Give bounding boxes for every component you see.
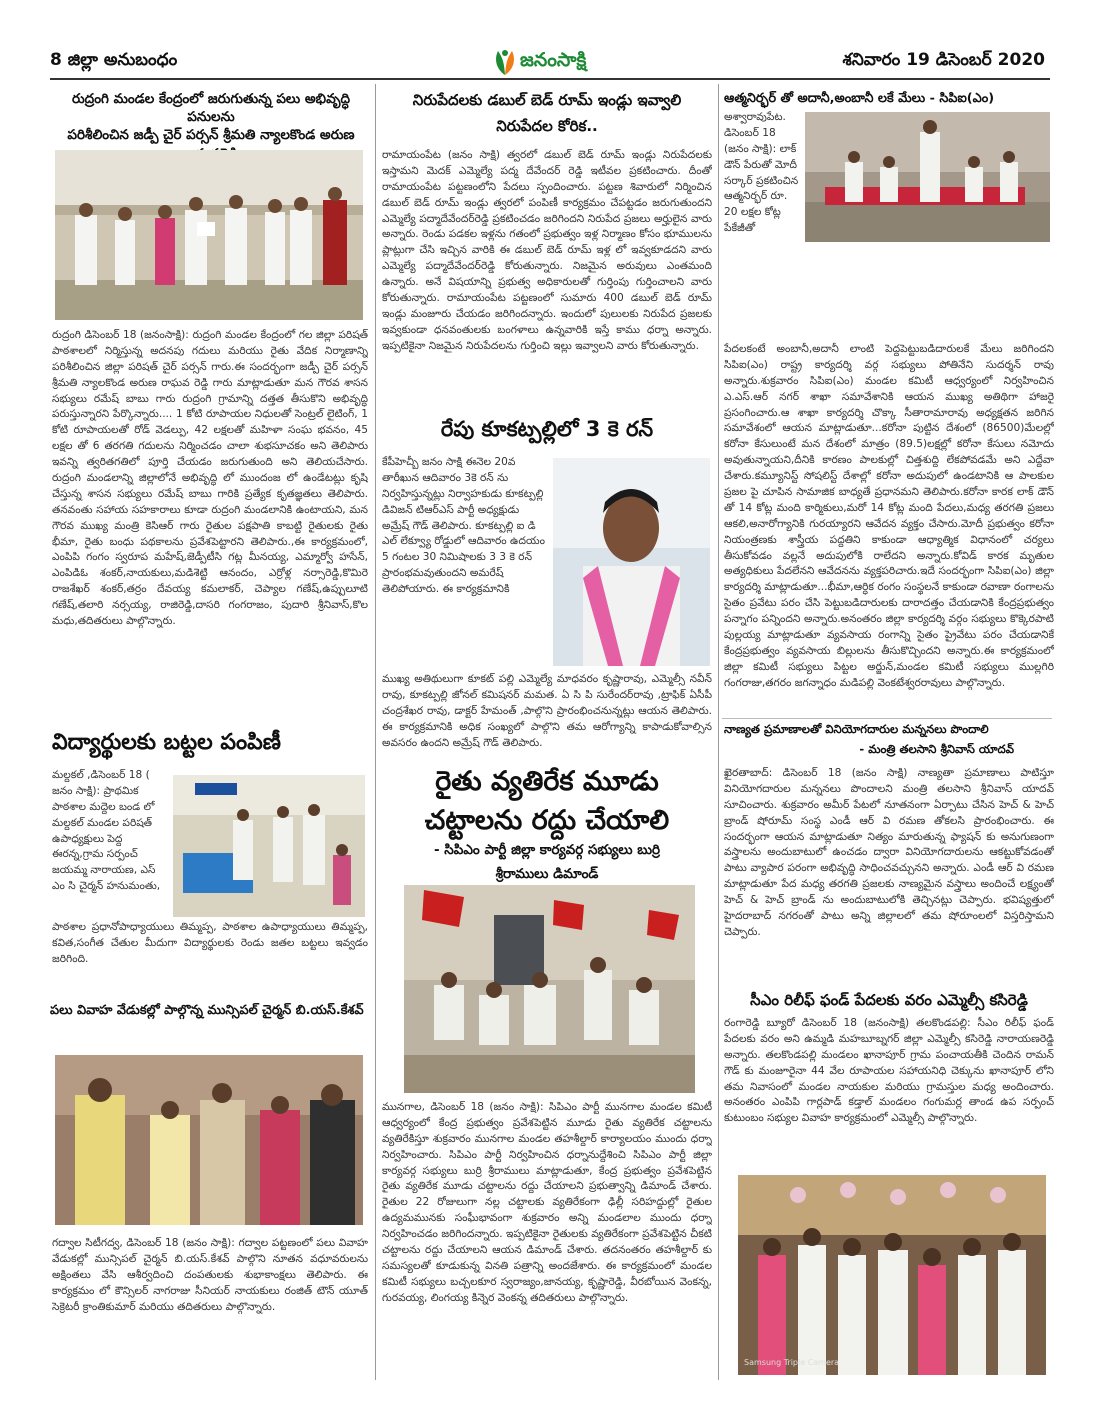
body-3k-run-narrow: కేపీహెచ్బీ జనం సాక్షి ఈనెల 20వ తారీఖున ఆదివారం 3కె రన్ ను నిర్వహిస్తున్నట్లు నిర్వాహకుడు కూకట్పల్లి డివిజన్ టిఆర్ఎస్ పార్టీ అధ్యక్షుడు అమ్రేష్ గౌడ్ తెలిపారు. కూకట్పల్లి ఐ డి ఎల్ లేక్వ్యూ రోడ్డులో ఆదివారం ఉదయం 5 గంటల 30 నిమిషాలకు 3 3 కె రన్ ప్రారంభమవుతుందని అమరేష్ తెలిపోయారు. ఈ కార్యక్రమానికి [382, 456, 545, 596]
photo-clothes-distribution [173, 775, 365, 917]
header-rule [50, 78, 1050, 80]
byline-talasani: - మంత్రి తలసాని శ్రీనివాస్ యాదవ్ [859, 742, 1014, 756]
photo-cpim-meeting [805, 112, 1050, 242]
headline-farm-laws [382, 762, 712, 840]
body-talasani: ఖైరతాబాద్: డిసెంబర్ 18 (జనం సాక్షి) నాణ్యతా ప్రమాణాలు పాటిస్తూ వినియోగదారుల మన్ననలు పొందాలని మంత్రి తలసాని శ్రీనివాస్ యాదవ్ సూచించారు. శుక్రవారం అమీర్ పేటలో నూతనంగా ఏర్పాటు చేసిన హెచ్ & హెచ్ బ్రాండ్ షోరూమ్ సంస్థ ఎండీ ఆర్ వి రమణ తోకలసి ప్రారంభించారు. ఈ సందర్భంగా ఆయన మాట్లాడుతూ నిత్యం మారుతున్న ఫ్యాషన్ కు అనుగుణంగా వస్త్రాలను అందుబాటులో ఉంచడం ద్వారా వినియోగదారులను ఆకట్టుకోవడంతో పాటు వ్యాపార పరంగా అభివృద్ధి సాధించవచ్చునని అన్నారు. ఎండీ ఆర్ వి రమణ మాట్లాడుతూ పేద మధ్య తరగతి ప్రజలకు నాణ్యమైన వస్త్రాలు అందించే లక్ష్యంతో హెచ్ & హెచ్ బ్రాండ్ ను అందుబాటులోకి తెచ్చినట్లు చెప్పారు. భవిష్యత్తులో హైదరాబాద్ నగరంతో పాటు అన్ని జిల్లాలలో తమ షోరూంలలో విస్తరిస్తామని చెప్పారు. [724, 767, 1054, 938]
page-section-label: 8 జిల్లా అనుబంధం [50, 50, 178, 70]
headline-cm-relief: సీఎం రిలీఫ్ ఫండ్ పేదలకు వరం ఎమ్మెల్సీ కసిరెడ్డి [750, 991, 1028, 1009]
headline-clothes: విద్యార్థులకు బట్టల పంపిణీ [52, 730, 281, 755]
subhead-line: - సిపిఎం పార్టీ జిల్లా కార్యవర్గ సభ్యులు బుర్రి [433, 842, 661, 858]
body-3k-run-wide: ముఖ్య అతిథులుగా కూకట్ పల్లి ఎమ్మెల్యే మాధవరం కృష్ణారావు, ఎమ్మెల్సీ నవీన్ రావు, కూకట్పల్లి జోనల్ కమిషనర్ మమత. ఏ సి పి సురేందర్‌రావు ,ట్రాఫిక్ ఏసీపీ చంద్రశేఖర రావు, డాక్టర్ హేమంత్ ,పాల్గొని ప్రారంభించనున్నట్లు ఆయన తెలిపారు. ఈ కార్యక్రమానికి అధిక సంఖ్యలో పాల్గొని తమ ఆరోగ్యాన్ని కాపాడుకోవాల్సిన అవసరం ఉందని అమ్రేష్ గౌడ్ తెలిపారు. [382, 673, 712, 749]
body-clothes-wide: పాఠశాల ప్రధానోపాధ్యాయులు తిమ్మప్ప, పాఠశాల ఉపాధ్యాయులు తిమ్మప్ప, కవిత,సంగీత చేతుల మీదుగా విద్యార్థులకు రెండు జతల బట్టలు ఇవ్వడం జరిగింది. [52, 921, 368, 965]
photo-wedding-group [738, 1175, 1046, 1375]
headline-line: నిరుపేదలకు డబుల్ బెడ్ రూమ్ ఇండ్లు ఇవ్వాలి [412, 91, 682, 109]
body-wedding: గద్వాల సిటీగద్వ, డిసెంబర్ 18 (జనం సాక్షి): గద్వాల పట్టణంలో పలు వివాహ వేడుకల్లో మున్సిపల్ చైర్మన్ బి.యస్.కేశవ్ పాల్గొని నూతన వధూవరులను అక్షింతలు వేసి ఆశీర్వదించి దంపతులకు శుభాకాంక్షలు తెలిపారు. ఈ కార్యక్రమం లో కౌన్సిలర్ నాగరాజు సీనియర్ నాయకులు రంజిత్ టౌన్ యూత్ సెక్రెటరీ క్రాంతికుమార్ మరియు తదితరులు పాల్గొన్నారు. [52, 1237, 368, 1313]
subhead-farm-laws [382, 838, 712, 887]
headline-line: రుద్రంగి మండల కేంద్రంలో జరుగుతున్న పలు అభివృద్ధి పనులను [72, 91, 350, 126]
body-double-bed: రామాయంపేట (జనం సాక్షి) త్వరలో డబుల్ బెడ్ రూమ్ ఇండ్లు నిరుపేదలకు ఇస్తామని మెదక్ ఎమ్మెల్యే పద్మ దేవేందర్ రెడ్డి ఇటీవల ప్రకటించారు. దీంతో రామాయంపేట పట్టణంలోని పేదలు స్పందించారు. పట్టణ శివారులో నిర్మించిన డబుల్ బెడ్ రూమ్ ఇండ్లు త్వరలో పంపిణీ కార్యక్రమం చేపట్టడం జరుగుతుందని ఎమ్మెల్యే పద్మాదేవేందర్‌రెడ్డి ప్రకటించడం జరిగిందని నిరుపేద ప్రజలు అర్హులైన వారు అన్నారు. రెండు పడకల ఇళ్లను గతంలో ప్రభుత్వం ఇళ్ల నిర్మాణం కోసం భూములను ప్లాట్లుగా చేసి ఇచ్చిన వారికి ఈ డబుల్ బెడ్ రూమ్ ఇళ్ల లో ఇవ్వకూడదని వారు ఎమ్మెల్యే పద్మాదేవేందర్‌రెడ్డి కోరుతున్నారు. నిజమైన అరువులు ఎంతమంది ఉన్నారు. అనే విషయాన్ని ప్రభుత్వ అధికారులతో గుర్తింపు గుర్తించాలని వారు కోరుతున్నారు. రామాయంపేట పట్టణంలో సుమారు 400 డబుల్ బెడ్ రూమ్ ఇండ్లు మంజూరు చేయడం జరిగిందన్నారు. ఇందులో పులులకు నిరుపేద ప్రజలకు ఇవ్వకుండా ధనవంతులకు బంగళాలు ఉన్నవారికి ఇస్తే కాము ధర్నా అన్నారు. ఇప్పటికైనా నిజమైన నిరుపేదలను గుర్తించి ఇల్లు ఇవ్వాలని వారు కోరుతున్నారు. [382, 149, 712, 352]
photo-watermark: Samsung Triple Camera [744, 1358, 840, 1367]
article-divider [722, 718, 1052, 719]
body-cpim-narrow: అశ్వారావుపేట. డిసెంబర్ 18 (జనం సాక్షి): లాక్ డౌన్ పేరుతో మోదీ సర్కార్ ప్రకటించిన ఆత్మనిర్భర్ రూ. 20 లక్షల కోట్ల పేకేజీతో [724, 111, 799, 235]
photo-amresh-goud [553, 458, 710, 666]
headline-line: పరిశీలించిన జడ్పీ చైర్ పర్సన్ శ్రీమతి న్యాలకొండ అరుణ [67, 127, 355, 144]
headline-line: చట్టాలను రద్దు చేయాలి [424, 805, 670, 837]
body-farm-laws: మునగాల, డిసెంబర్ 18 (జనం సాక్షి): సిపిఎం పార్టీ మునగాల మండల కమిటీ ఆధ్వర్యంలో కేంద్ర ప్రభుత్వం ప్రవేశపెట్టిన మూడు రైతు వ్యతిరేక చట్టాలను వ్యతిరేకిస్తూ శుక్రవారం మునగాల మండల తహశీల్దార్ కార్యాలయం ముందు ధర్నా నిర్వహించారు. సిపిఎం పార్టీ నిర్వహించిన ధర్నానుద్దేశించి సిపిఎం పార్టీ జిల్లా కార్యవర్గ సభ్యులు బుర్రి శ్రీరాములు మాట్లాడుతూ, కేంద్ర ప్రభుత్వం ప్రవేశపెట్టిన రైతు వ్యతిరేక మూడు చట్టాలను రద్దు చేయాలని ప్రభుత్వాన్ని డిమాండ్ చేశారు. రైతుల 22 రోజులుగా నల్ల చట్టాలకు వ్యతిరేకంగా ఢిల్లీ సరిహద్దుల్లో రైతుల ఉద్యమమునకు సంఘీభావంగా శుక్రవారం అన్ని మండలాల ముందు ధర్నా నిర్వహించడం జరిగిందన్నారు. ఇప్పటికైనా రైతులకు వ్యతిరేకంగా ప్రవేశపెట్టిన చీకటి చట్టాలను రద్దు చేయాలని ఆయన డిమాండ్ చేశారు. తదనంతరం తహశీల్దార్ కు సమస్యలతో కూడుకున్న వినతి పత్రాన్ని అందజేశారు. ఈ కార్యక్రమంలో మండల కమిటీ సభ్యులు బచ్చలకూర స్వరాజ్యం,జానయ్య, కృష్ణారెడ్డి, వీరబోయిన వెంకన్న, గురవయ్య, లింగయ్య కిన్నెర వెంకన్న తదితరులు పాల్గొన్నారు. [382, 1101, 712, 1304]
body-rudrangi: రుద్రంగి డిసెంబర్ 18 (జనంసాక్షి): రుద్రంగి మండల కేంద్రంలో గల జిల్లా పరిషత్ పాఠశాలలో నిర్మిస్తున్న అదనపు గదులు మరియు రైతు వేదిక నిర్మాణాన్ని పరిశీలించిన జిల్లా పరిషత్ చైర్ పర్సన్ గారు.ఈ సందర్భంగా జడ్పీ చైర్ పర్సన్ శ్రీమతి న్యాలకొండ అరుణ రాఘవ రెడ్డి గారు మాట్లాడుతూ మన గౌరవ శాసన సభ్యులు రమేష్ బాబు గారు రుద్రంగి గ్రామాన్ని దత్తత తీసుకొని అభివృద్ధి పరుస్తున్నారని పేర్కొన్నారు.... 1 కోటి రూపాయల నిధులతో సెంట్రల్ లైటింగ్, 1 కోటి రూపాయలతో రోడ్ వెడల్పు, 42 లక్షలతో మహిళా సంఘ భవనం, 45 లక్షల తో 6 తరగతి గదులను నిర్మించడం చాలా శుభసూచకం అని తెలిపారు ఇవన్ని త్వరితగతిలో పూర్తి చేయడం జరుగుతుంది అని తెలియచేసారు. రుద్రంగి మండలాన్ని జిల్లాలోనే అభివృద్ధి లో ముందంజ లో ఉండేటట్లు కృషి చేస్తున్న శాసన సభ్యులు రమేష్ బాబు గారికి ప్రత్యేక కృతజ్ఞతలు తెలిపారు. తనవంతు సహాయ సహకారాలు కూడా రుద్రంగి మండలానికి ఉంటాయని, మన గౌరవ ముఖ్య మంత్రి కెసిఆర్ గారు రైతుల పక్షపాతి కాబట్టి రైతులకు రైతు భీమా, రైతు బంధు పథకాలను ప్రవేశపెట్టారని తెలిపారు.,ఈ కార్యక్రమంలో, ఎంపిపి గంగం స్వరూప మహేష్,జెడ్పీటీసి గట్ల మీనయ్య, ఎమ్మార్వో హసేన్, ఎంపిడిఓ శంకర్,నాయకులు,మడిశెట్టి ఆనందం, ఎర్రోళ్ల నర్సారెడ్డి,కొమిరె రాజశేఖర్ శంకర్,తర్రం దేవయ్య కమలాకర్, చెప్యాల గణేష్,ఉప్పులూటి గణేష్,తలారి నర్సయ్య, రాజిరెడ్డి,దాసరి గంగరాజం, పుదారి శ్రీనివాస్,కొల మధు,తదితరులు పాల్గొన్నారు. [52, 329, 368, 628]
headline-line: నిరుపేదల కోరిక.. [496, 117, 598, 136]
headline-double-bed [382, 90, 712, 137]
column-divider [375, 84, 376, 1380]
subhead-line: శ్రీరాములు డిమాండ్ [495, 866, 599, 883]
headline-3k-run: రేపు కూకట్పల్లిలో 3 కె రన్ [440, 417, 654, 441]
body-cpim-wide: పేదలకంటే అంబానీ,అదానీ లాంటి పెద్దపెట్టుబడిదారులకే మేలు జరిగిందని సిపిఐ(ఎం) రాష్ట్ర కార్యదర్శి వర్గ సభ్యులు పోతినేని సుదర్శన్ రావు అన్నారు.శుక్రవారం సిపిఐ(ఎం) మండల కమిటీ ఆధ్వర్యంలో నిర్వహించిన ఎ.ఎస్.ఆర్ నగర్ శాఖా సమావేశానికి ఆయన ముఖ్య అతిథిగా హాజరై ప్రసంగించారు.ఆ శాఖా కార్యదర్శి చొక్కా సీతారామారావు అధ్యక్షతన జరిగిన సమావేశంలో ఆయన మాట్లాడుతూ...కరోనా పుట్టిన దేశంలో (86500)మేలల్లో కరోనా కేసులుంటే మన దేశంలో మాత్రం (89.5)లక్షల్లో కరోనా కేసులు నమోదు అవుతున్నాయని,దీనికి కారణం పాలకుల్లో చిత్తశుద్ది లేకపోవడమే అని ఎద్దేవా చేశారు.కమ్యూనిస్ట్ సోషలిస్ట్ దేశాల్లో కరోనా అదుపులో ఉండటానికి ఆ పాలకుల ప్రజల పై చూపిన సామాజిక బాధ్యతే ప్రధానమని తెలిపారు.కరోనా కారక లాక్ డౌన్ తో 14 కోట్ల మంది కార్మికులు,మరో 14 కోట్ల మంది పేదలు,మధ్య తరగతి ప్రజలు ఆకలి,అనారోగ్యానికి గురయ్యారని ఆవేదన వ్యక్తం చేసారు.మోదీ ప్రభుత్వం కరోనా నియంత్రణకు శాస్త్రీయ పద్దతిని కాకుండా ఆధ్యాత్మిక విధానంలో చర్యలు తీసుకోవడం వల్లనే అదుపులోకి రాలేదని అన్నారు.కోవిడ్ కారక మృతుల అత్యధికులు పేదలేనని ఆవేదనను వ్యక్తపరిచారు.ఇదే సందర్భంగా సిపిఐ(ఎం) జిల్లా కార్యదర్శి మాట్లాడుతూ...భీమా,ఆర్ధిక రంగం సంస్థలనే కాకుండా రవాణా రంగాలను సైతం ప్రవేటు పరం చేసి పెట్టుబడిదారులకు దారాదత్తం చేయడానికి కేంద్రప్రభుత్వం పన్నాగం పన్నిందని అన్నారు.అనంతరం జిల్లా కార్యదర్శి వర్గం సభ్యులు కొక్కెరపాటి పుల్లయ్య మాట్లాడుతూ వ్యవసాయ రంగాన్ని సైతం ప్రైవేటు పరం చేయడానికే కేంద్రప్రభుత్వం వ్యవసాయ బిల్లులను తీసుకొచ్చిందని అన్నారు.ఈ కార్యక్రమంలో జిల్లా కమిటీ సభ్యులు పిట్టల అర్జున్,మండల కమిటీ సభ్యులు ముల్లగిరి గంగరాజు,తగరం జగన్నాధం మడిపల్లి వెంకటేశ్వరరావులు పాల్గొన్నారు. [724, 343, 1054, 689]
photo-rudrangi-group [55, 150, 363, 320]
headline-cpim: ఆత్మనిర్భర్ తో అదానీ,అంబానీ లకే మేలు - సిపిఐ(ఎం) [724, 91, 995, 106]
body-cm-relief: రంగారెడ్డి బ్యూరో డిసెంబర్ 18 (జనంసాక్షి) తలకొండపల్లి: సీఎం రిలీఫ్ ఫండ్ పేదలకు వరం అని ఉమ్మడి మహబూబ్నగర్ జిల్లా ఎమ్మెల్సీ కసిరెడ్డి నారాయణరెడ్డి అన్నారు. తలకొండపల్లి మండలం ఖానాపూర్ గ్రామ పంచాయతీకి చెందిన రామన్ గౌడ్ కు మంజూరైనా 44 వేల రూపాయల సహాయనిధి చెక్కును ఖానాపూర్ లోని తమ నివాసంలో మండల నాయకుల మరియు గ్రామస్తుల మధ్య అందించారు. అనంతరం ఎంపిపి గార్లపాడ్ కడ్తాల్ మండలం గంగుమర్ల తాండ ఉప సర్పంచ్ కుటుంబం సభ్యుల వివాహ కార్యక్రమంలో ఎమ్మెల్సీ పాల్గొన్నారు. [724, 1017, 1054, 1125]
issue-date: శనివారం 19 డిసెంబర్ 2020 [842, 50, 1045, 70]
logo-leaf-icon [492, 47, 518, 77]
headline-line: రైతు వ్యతిరేక మూడు [435, 766, 659, 797]
headline-wedding: పలు వివాహ వేడుకల్లో పాల్గొన్న మున్సిపల్ చైర్మన్ బి.యస్.కేశవ్ [50, 1003, 364, 1018]
column-divider [718, 84, 719, 1380]
headline-talasani: నాణ్యత ప్రమాణాలతో వినియోగదారుల మన్ననలు పొందాలి [724, 722, 989, 736]
photo-wedding [55, 1055, 363, 1225]
logo-text: జనంసాక్షి [520, 49, 587, 71]
photo-cpim-dharna [404, 885, 695, 1093]
body-clothes-narrow: మల్దకల్ ,డిసెంబర్ 18 ( జనం సాక్షి): ప్రాథమిక పాఠశాల మద్దెల బండ లో మల్దకల్ మండల పరిషత్ ఉపాధ్యక్షులు పెద్ద ఈరన్న,గ్రామ సర్పంచ్ జయమ్మ నారాయణ, ఎస్ ఎం సి చైర్మన్ హనుమంతు, [52, 769, 161, 893]
masthead-logo [492, 47, 620, 79]
